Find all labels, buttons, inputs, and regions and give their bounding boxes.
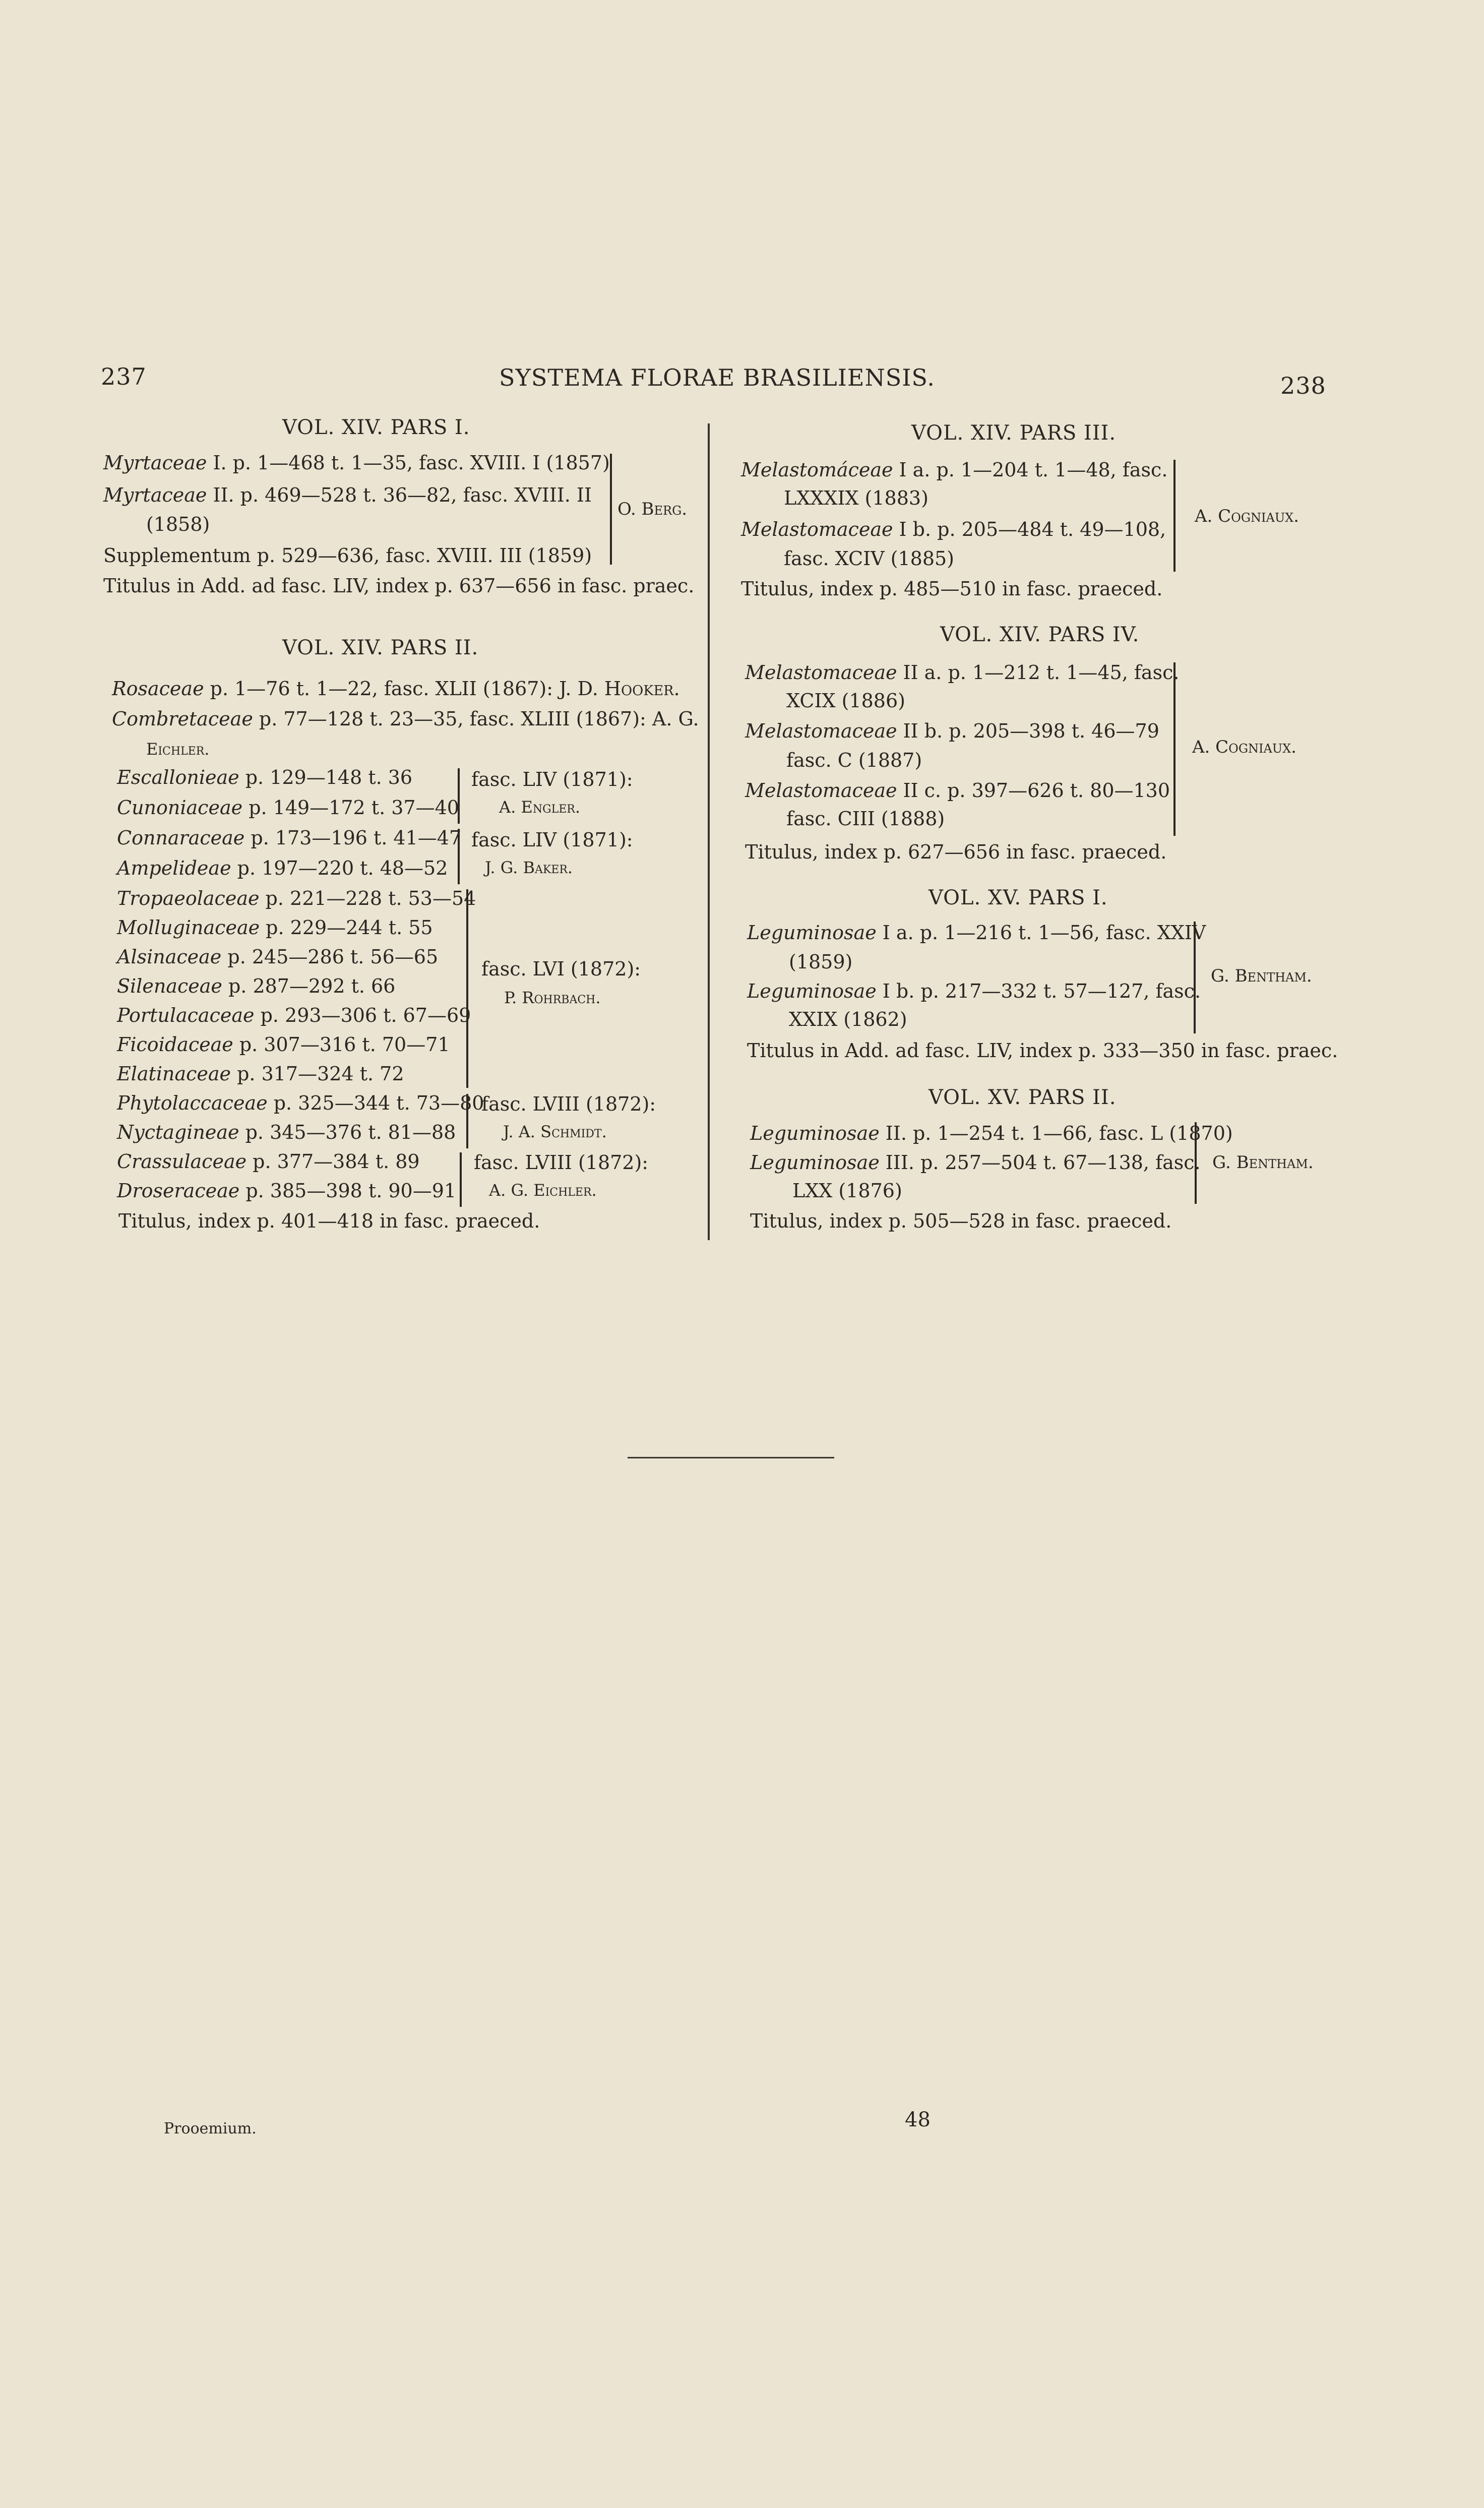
author: J. G. Baker.	[485, 858, 573, 877]
section-title: VOL. XV. PARS II.	[929, 1086, 1117, 1109]
brace	[1195, 1122, 1197, 1204]
brace	[1173, 662, 1176, 836]
footer-page-number: 48	[905, 2108, 931, 2131]
section-title: VOL. XIV. PARS II.	[282, 636, 479, 659]
entry-line: Melastomaceae II c. p. 397—626 t. 80—130	[745, 779, 1170, 802]
entry-line: Leguminosae II. p. 1—254 t. 1—66, fasc. L (1870)	[750, 1122, 1233, 1144]
entry-line: Elatinaceae p. 317—324 t. 72	[117, 1063, 404, 1085]
entry-line: Droseraceae p. 385—398 t. 90—91	[117, 1180, 457, 1202]
brace	[458, 829, 460, 884]
section-title: VOL. XIV. PARS I.	[282, 416, 470, 439]
entry-line: Molluginaceae p. 229—244 t. 55	[117, 916, 433, 939]
entry-line: Eichler.	[146, 740, 210, 759]
entry-line: Leguminosae I b. p. 217—332 t. 57—127, fasc.	[747, 980, 1201, 1002]
author: A. Cogniaux.	[1192, 737, 1296, 757]
entry-line: Tropaeolaceae p. 221—228 t. 53—54	[117, 887, 476, 909]
entry-line: Ficoidaceae p. 307—316 t. 70—71	[117, 1033, 450, 1056]
entry-line: XXIX (1862)	[789, 1008, 907, 1030]
author: P. Rohrbach.	[504, 988, 601, 1007]
entry-line: XCIX (1886)	[786, 690, 905, 712]
entry-line: Combretaceae p. 77—128 t. 23—35, fasc. XLIII (1867): A. G.	[112, 708, 699, 730]
entry-line: Melastomaceae II a. p. 1—212 t. 1—45, fasc.	[745, 661, 1180, 684]
page-number-right: 238	[1280, 372, 1326, 399]
column-divider	[708, 423, 710, 1240]
brace	[460, 1152, 462, 1207]
entry-line: Rosaceae p. 1—76 t. 1—22, fasc. XLII (1867): J. D. Hooker.	[112, 678, 680, 700]
entry-line: fasc. CIII (1888)	[786, 808, 945, 830]
running-title: SYSTEMA FLORAE BRASILIENSIS.	[499, 364, 935, 391]
fasc-info: fasc. LVIII (1872):	[474, 1151, 649, 1174]
brace	[1194, 922, 1196, 1033]
author: G. Bentham.	[1212, 1152, 1314, 1173]
author: A. G. Eichler.	[489, 1181, 597, 1200]
entry-line: Phytolaccaceae p. 325—344 t. 73—80	[117, 1092, 484, 1114]
entry-line: Leguminosae I a. p. 1—216 t. 1—56, fasc. XXIV	[747, 922, 1206, 944]
titulus-line: Titulus, index p. 505—528 in fasc. praeced.	[750, 1210, 1172, 1232]
entry-line: Myrtaceae I. p. 1—468 t. 1—35, fasc. XVIII. I (1857)	[103, 452, 610, 474]
titulus-line: Titulus, index p. 485—510 in fasc. praeced.	[741, 578, 1163, 600]
author: A. Cogniaux.	[1195, 506, 1299, 526]
section-title: VOL. XV. PARS I.	[929, 886, 1108, 909]
entry-line: Portulacaceae p. 293—306 t. 67—69	[117, 1004, 471, 1026]
entry-line: LXXXIX (1883)	[784, 487, 929, 509]
entry-line: LXX (1876)	[792, 1180, 902, 1202]
entry-line: Melastomaceae I b. p. 205—484 t. 49—108,	[741, 518, 1166, 540]
fasc-info: fasc. LVIII (1872):	[481, 1093, 656, 1115]
entry-line: Melastomáceae I a. p. 1—204 t. 1—48, fasc.	[741, 459, 1168, 481]
entry-line: Ampelideae p. 197—220 t. 48—52	[117, 857, 448, 879]
entry-line: Myrtaceae II. p. 469—528 t. 36—82, fasc. XVIII. II	[103, 484, 592, 506]
entry-line: (1858)	[146, 513, 210, 535]
entry-line: (1859)	[789, 951, 853, 973]
separator-rule	[628, 1457, 834, 1458]
author: G. Bentham.	[1211, 966, 1312, 986]
brace	[610, 454, 612, 565]
page-number-left: 237	[101, 363, 147, 390]
entry-line: Connaraceae p. 173—196 t. 41—47	[117, 827, 462, 849]
fasc-info: fasc. LIV (1871):	[471, 768, 633, 790]
entry-line: Silenaceae p. 287—292 t. 66	[117, 975, 396, 997]
entry-line: Supplementum p. 529—636, fasc. XVIII. III (1859)	[103, 544, 592, 567]
fasc-info: fasc. LIV (1871):	[471, 829, 633, 851]
author: J. A. Schmidt.	[503, 1122, 607, 1141]
entry-line: fasc. C (1887)	[786, 749, 922, 771]
entry-line: Cunoniaceae p. 149—172 t. 37—40	[117, 797, 459, 819]
entry-line: Escallonieae p. 129—148 t. 36	[117, 766, 413, 788]
section-title: VOL. XIV. PARS IV.	[940, 623, 1140, 646]
titulus-line: Titulus, index p. 627—656 in fasc. praeced.	[745, 841, 1167, 863]
fasc-info: fasc. LVI (1872):	[481, 958, 641, 980]
brace	[458, 768, 460, 824]
entry-line: Nyctagineae p. 345—376 t. 81—88	[117, 1121, 456, 1143]
titulus-line: Titulus in Add. ad fasc. LIV, index p. 333—350 in fasc. praec.	[747, 1039, 1338, 1062]
titulus-line: Titulus in Add. ad fasc. LIV, index p. 637—656 in fasc. praec.	[103, 575, 695, 597]
titulus-line: Titulus, index p. 401—418 in fasc. praeced.	[118, 1210, 540, 1232]
entry-line: Crassulaceae p. 377—384 t. 89	[117, 1150, 420, 1173]
section-title: VOL. XIV. PARS III.	[911, 421, 1117, 445]
entry-line: fasc. XCIV (1885)	[784, 547, 955, 570]
brace	[466, 1094, 468, 1148]
brace	[1173, 460, 1176, 572]
entry-line: Leguminosae III. p. 257—504 t. 67—138, fasc.	[750, 1151, 1201, 1174]
author: O. Berg.	[617, 499, 688, 519]
entry-line: Melastomaceae II b. p. 205—398 t. 46—79	[745, 720, 1159, 742]
author: A. Engler.	[499, 798, 581, 817]
entry-line: Alsinaceae p. 245—286 t. 56—65	[117, 946, 439, 968]
brace	[466, 889, 468, 1088]
footer-label: Prooemium.	[164, 2120, 257, 2137]
